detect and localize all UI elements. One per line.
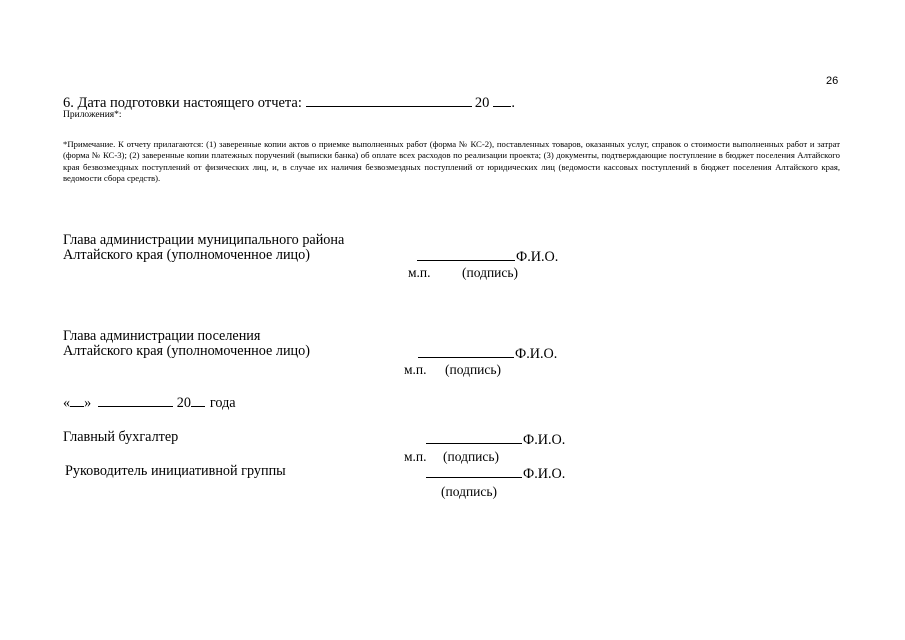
head-district-title-line2: Алтайского края (уполномоченное лицо) xyxy=(63,247,310,263)
head-district-fio: Ф.И.О. xyxy=(516,249,559,265)
head-district-stamp: м.п. xyxy=(408,265,431,280)
initiative-leader-fio: Ф.И.О. xyxy=(523,466,566,482)
head-district-signature-line xyxy=(417,250,558,264)
initiative-leader-title: Руководитель инициативной группы xyxy=(65,463,286,479)
initiative-leader-signature-caption: (подпись) xyxy=(441,484,498,499)
date-close-quote: » xyxy=(84,395,92,411)
report-date-blank[interactable] xyxy=(306,95,472,107)
head-district-signature-caption: (подпись) xyxy=(462,265,519,280)
date-open-quote: « xyxy=(63,395,71,411)
chief-accountant-fio: Ф.И.О. xyxy=(523,432,566,448)
report-year-blank[interactable] xyxy=(493,95,511,107)
chief-accountant-signature-line xyxy=(426,433,565,447)
chief-accountant-signature-blank[interactable] xyxy=(426,433,522,444)
report-year-prefix: 20 xyxy=(474,95,490,111)
chief-accountant-signature-caption: (подпись) xyxy=(443,449,500,464)
head-settlement-signature-blank[interactable] xyxy=(418,347,514,358)
day-blank[interactable] xyxy=(70,396,84,407)
chief-accountant-title: Главный бухгалтер xyxy=(63,429,179,445)
page-number: 26 xyxy=(826,75,839,87)
head-settlement-signature-caption: (подпись) xyxy=(445,362,502,377)
report-year-suffix: . xyxy=(511,95,516,111)
attachments-label: Приложения*: xyxy=(63,110,122,120)
head-settlement-stamp: м.п. xyxy=(404,362,427,377)
report-date-heading xyxy=(63,95,515,111)
initiative-leader-signature-line xyxy=(426,467,565,481)
initiative-leader-signature-blank[interactable] xyxy=(426,467,522,478)
report-date-label: 6. Дата подготовки настоящего отчета: xyxy=(63,95,302,111)
date-year-word: года xyxy=(209,395,236,411)
date-year-blank[interactable] xyxy=(191,396,205,407)
chief-accountant-stamp: м.п. xyxy=(404,449,427,464)
footnote-text: *Примечание. К отчету прилагаются: (1) заверенные копии актов о приемке выполненных работ (форма № КС-2), поставленных товаров, оказанных услуг, справок о стоимости выполненных работ и затрат (форма № КС-3); (2) заверенные копии платежных поручений (выписки банка) об оплате всех расходов по реализации проекта; (3) документы, подтверждающие поступление в бюджет поселения Алтайского края безвозмездных поступлений от физических лиц, и, в случае их наличия безвозмездных поступлений от юридических лиц (ведомости кассовых поступлений в бюджет поселения Алтайского края, ведомости сбора средств). xyxy=(63,139,840,183)
head-settlement-title-line2: Алтайского края (уполномоченное лицо) xyxy=(63,343,310,359)
date-year-prefix: 20 xyxy=(176,395,191,411)
head-district-signature-blank[interactable] xyxy=(417,250,515,261)
head-settlement-title-line1: Глава администрации поселения xyxy=(63,328,261,344)
date-line xyxy=(63,396,236,410)
head-settlement-signature-line xyxy=(418,347,557,361)
month-blank[interactable] xyxy=(98,396,173,407)
head-district-title-line1: Глава администрации муниципального района xyxy=(63,232,345,248)
head-settlement-fio: Ф.И.О. xyxy=(515,346,558,362)
